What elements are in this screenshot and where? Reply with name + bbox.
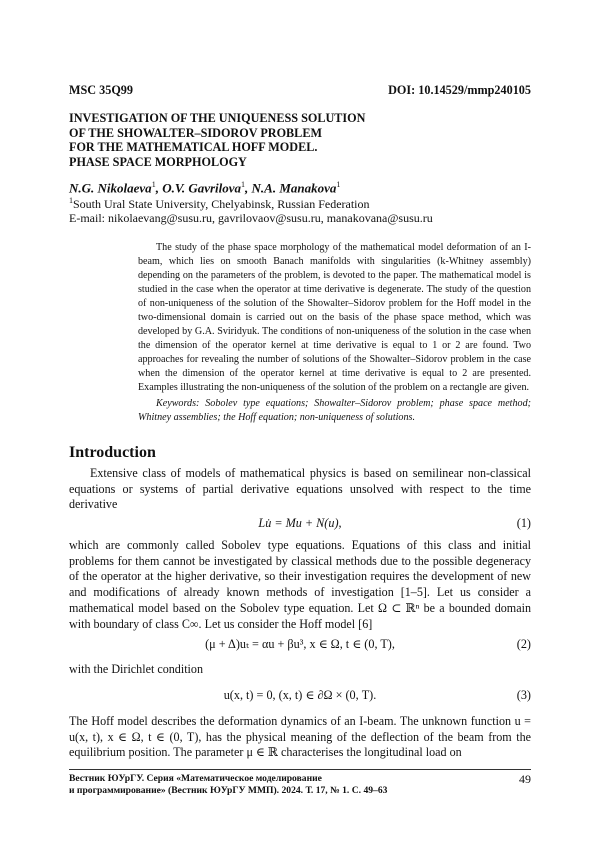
paragraph-text: with the Dirichlet condition xyxy=(69,662,204,676)
paragraph-text: Extensive class of models of mathematical physics is based on semilinear non-classical equations or systems of partial derivative equations unsolved with respect to the time derivative xyxy=(69,466,531,512)
title-line: OF THE SHOWALTER–SIDOROV PROBLEM xyxy=(69,125,322,140)
author-separator: , xyxy=(245,180,252,196)
equation-formula: u(x, t) = 0, (x, t) ∈ ∂Ω × (0, T). xyxy=(223,688,377,702)
equation-number: (3) xyxy=(516,688,531,702)
affiliation-mark: 1 xyxy=(241,180,246,189)
footer-line: и программирование» (Вестник ЮУрГУ ММП). 2024. Т. 17, № 1. С. 49–63 xyxy=(69,785,388,796)
footer-divider xyxy=(69,769,531,770)
keywords-label: Keywords: xyxy=(156,397,200,409)
keywords xyxy=(138,397,531,425)
journal-footer xyxy=(69,773,387,797)
equation-1 xyxy=(69,516,531,532)
title-line: FOR THE MATHEMATICAL HOFF MODEL. xyxy=(69,140,318,154)
paper-title xyxy=(69,111,539,169)
page-number: 49 xyxy=(519,772,531,786)
affiliation-mark: 1 xyxy=(151,180,156,189)
body-paragraph xyxy=(69,538,531,632)
affiliation xyxy=(69,196,370,212)
authors xyxy=(69,180,340,196)
abstract-text: The study of the phase space morphology of the mathematical model deformation of an I-beam, which lies on smooth Banach manifolds with singularities (k-Whitney assembly) depending on the parameters of the problem, is devoted to the paper. The mathematical model is studied in the case when the operator at time derivative is degenerate. The study of the question of non-uniqueness of the solution of the Showalter–Sidorov problem for the Hoff model in the two-dimensional domain is carried out on the basis of the phase space method, which was developed by G.A. Sviridyuk. The conditions of non-uniqueness of the solution in the case when the dimension of the operator kernel at time derivative is equal to 1 or 2 are found. Two approaches for revealing the number of solutions of the Showalter–Sidorov problem in the case when the dimension of the operator kernel at time derivative is equal to 2 are presented. Examples illustrating the non-uniqueness of the solution of the problem on a rectangle are given. xyxy=(138,242,531,394)
equation-formula: Lu̇ = Mu + N(u), xyxy=(258,516,342,530)
body-paragraph xyxy=(69,662,531,678)
affiliation-text: South Ural State University, Chelyabinsk, Russian Federation xyxy=(73,197,370,211)
footer-line: Вестник ЮУрГУ. Серия «Математическое моделирование xyxy=(69,773,322,784)
contact-emails: E-mail: nikolaevang@susu.ru, gavrilovaov@susu.ru, manakovana@susu.ru xyxy=(69,211,433,225)
page-header xyxy=(69,83,531,99)
paragraph-text: which are commonly called Sobolev type equations. Equations of this class and initial problems for them cannot be investigated by classical methods due to the possible degeneracy of the operator at the higher derivative, so their investigation requires the development of new and modifications of already known methods of investigation [1–5]. Let us consider a mathematical model based on the Sobolev type equation. Let Ω ⊂ ℝⁿ be a bounded domain with boundary of class C∞. Let us consider the Hoff model [6] xyxy=(69,538,531,631)
author-separator: , xyxy=(155,180,163,196)
title-line: INVESTIGATION OF THE UNIQUENESS SOLUTION xyxy=(69,111,366,125)
author-name: O.V. Gavrilova xyxy=(162,180,242,196)
author-name: N.A. Manakova xyxy=(251,180,337,196)
msc-code: MSC 35Q99 xyxy=(69,83,133,97)
equation-formula: (μ + Δ)uₜ = αu + βu³, x ∈ Ω, t ∈ (0, T), xyxy=(205,637,395,651)
equation-3 xyxy=(69,688,531,704)
doi: DOI: 10.14529/mmp240105 xyxy=(388,83,531,97)
equation-number: (1) xyxy=(516,516,531,530)
affiliation-mark: 1 xyxy=(69,196,73,205)
author-name: N.G. Nikolaeva xyxy=(69,180,152,196)
section-heading: Introduction xyxy=(69,444,156,461)
affiliation-mark: 1 xyxy=(336,180,341,189)
abstract xyxy=(138,241,531,425)
equation-2 xyxy=(69,637,531,653)
keywords-list: Sobolev type equations; Showalter–Sidorov problem; phase space method; Whitney assemblies; the Hoff equation; non-uniqueness of solutions. xyxy=(138,397,531,423)
body-paragraph xyxy=(69,466,531,513)
title-line: PHASE SPACE MORPHOLOGY xyxy=(69,154,247,169)
paragraph-text: The Hoff model describes the deformation dynamics of an I-beam. The unknown function u = u(x, t), x ∈ Ω, t ∈ (0, T), has the physical meaning of the deflection of the beam from the equilibrium position. The parameter μ ∈ ℝ characterises the longitudinal load on xyxy=(69,714,531,760)
equation-number: (2) xyxy=(516,637,531,651)
body-paragraph xyxy=(69,714,531,761)
